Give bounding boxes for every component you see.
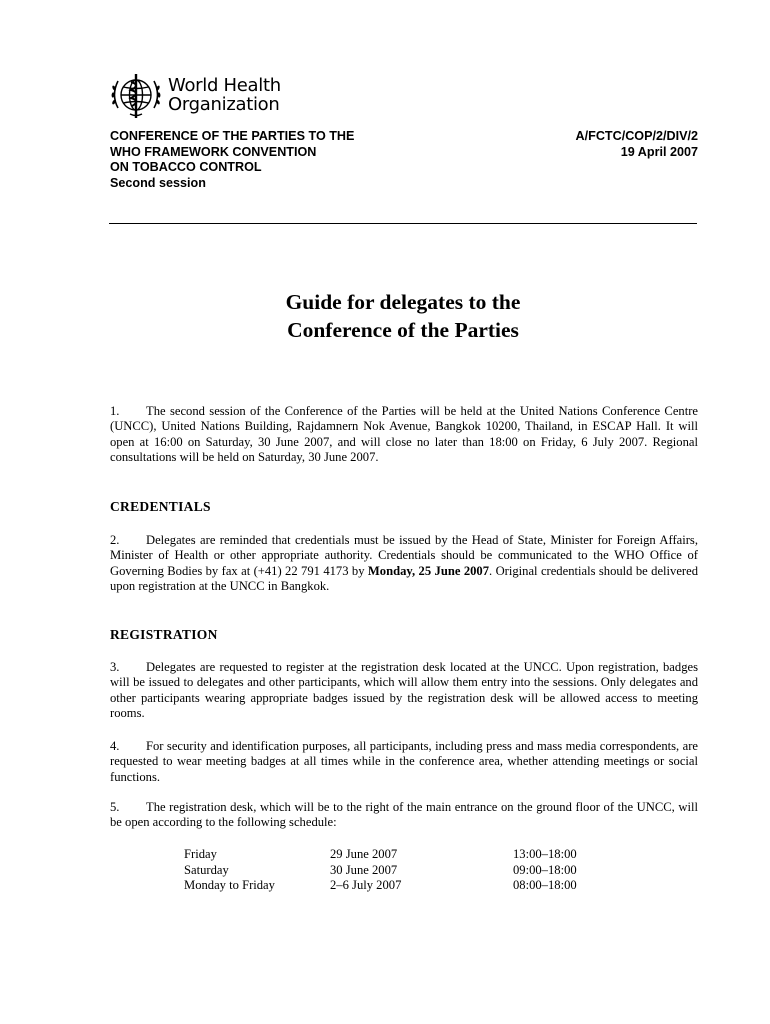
conference-block [110, 129, 440, 191]
paragraph-3 [110, 660, 698, 721]
deadline-date: Monday, 25 June 2007 [367, 563, 490, 578]
schedule-date: 2–6 July 2007 [330, 878, 402, 892]
paragraph-number: 4. [110, 739, 120, 753]
paragraph-4 [110, 739, 698, 785]
conference-line1: CONFERENCE OF THE PARTIES TO THE [110, 129, 355, 143]
section-heading-registration: REGISTRATION [110, 627, 218, 642]
who-logo [108, 68, 281, 122]
paragraph-text: The registration desk, which will be to the right of the main entrance on the ground floor of the UNCC, will be open according to the following schedule: [110, 800, 698, 830]
schedule-date: 29 June 2007 [330, 847, 398, 861]
org-name-line2: Organization [168, 94, 280, 115]
paragraph-text-end: . Original credentials should be delivered upon registration at the UNCC in Bangkok. [110, 563, 698, 593]
header-divider [109, 223, 697, 224]
paragraph-text: Delegates are reminded that credentials must be issued by the Head of State, Minister for Foreign Affairs, Minister of Health or other appropriate authority. Credentials should be communicated to the WHO Office of Governing Bodies by fax at (+41) 22 791 4173 by [110, 533, 698, 578]
schedule-row [184, 878, 613, 894]
schedule-time: 09:00–18:00 [513, 862, 577, 877]
session-label: Second session [110, 175, 206, 190]
schedule-time: 08:00–18:00 [513, 878, 577, 892]
paragraph-number: 3. [110, 660, 120, 674]
document-title [0, 288, 770, 344]
schedule-row [184, 847, 613, 863]
schedule-row [184, 863, 613, 879]
conference-line2: WHO FRAMEWORK CONVENTION [110, 144, 317, 159]
paragraph-5 [110, 800, 698, 831]
doc-reference-block [576, 129, 698, 160]
paragraph-1 [110, 404, 698, 465]
paragraph-number: 1. [110, 404, 120, 418]
registration-schedule [184, 847, 613, 894]
conference-line3: ON TOBACCO CONTROL [110, 160, 262, 174]
paragraph-2 [110, 533, 698, 594]
schedule-day: Saturday [184, 862, 229, 877]
paragraph-text: The second session of the Conference of the Parties will be held at the United Nations Conference Centre (UNCC), United Nations Building, Rajdamnern Nok Avenue, Bangkok 10200, Thailand, in ESCAP Hall. It will open at 16:00 on Saturday, 30 June 2007, and will close no later than 18:00 on Friday, 6 July 2007. Regional consultations will be held on Saturday, 30 June 2007. [110, 404, 698, 464]
doc-date: 19 April 2007 [620, 144, 698, 159]
section-heading-credentials: CREDENTIALS [110, 499, 211, 514]
title-line2: Conference of the Parties [287, 318, 519, 342]
schedule-day: Friday [184, 847, 217, 861]
doc-number: A/FCTC/COP/2/DIV/2 [575, 129, 698, 143]
schedule-date: 30 June 2007 [330, 862, 398, 877]
paragraph-number: 2. [110, 533, 120, 547]
paragraph-text: Delegates are requested to register at the registration desk located at the UNCC. Upon registration, badges will be issued to delegates and other participants, which will allow them entry into the sessions. Only delegates and other participants wearing appropriate badges issued by the registration desk will be allowed access to meeting rooms. [110, 660, 698, 720]
paragraph-text: For security and identification purposes, all participants, including press and mass media correspondents, are requested to wear meeting badges at all times while in the conference area, whether attending meetings or social functions. [110, 739, 698, 784]
schedule-day: Monday to Friday [184, 878, 275, 892]
paragraph-number: 5. [110, 800, 120, 814]
title-line1: Guide for delegates to the [285, 290, 521, 314]
org-name [168, 76, 281, 114]
org-name-line1: World Health [168, 75, 281, 96]
who-emblem-icon [108, 68, 164, 122]
schedule-time: 13:00–18:00 [513, 847, 577, 861]
